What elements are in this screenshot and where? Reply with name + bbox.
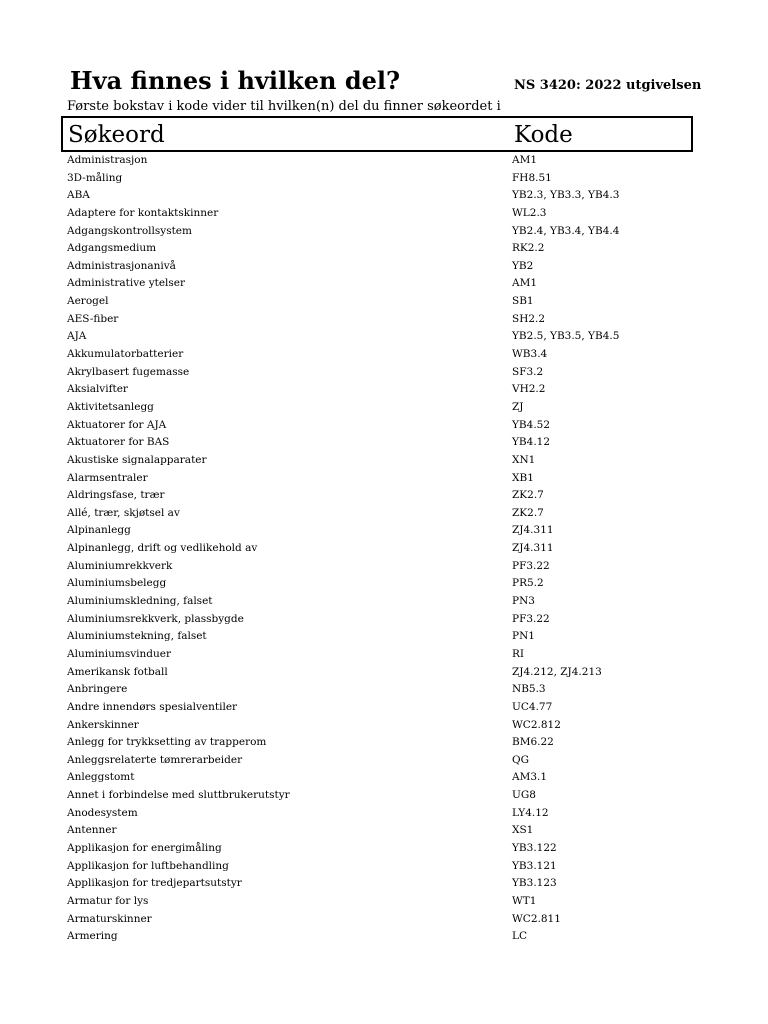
- table-row: [67, 417, 693, 435]
- row-code: WC2.811: [512, 912, 561, 925]
- row-code: WT1: [512, 894, 537, 907]
- row-code: UG8: [512, 789, 536, 802]
- row-keyword: 3D-måling: [67, 171, 123, 184]
- table-row: [67, 575, 693, 593]
- table-row: [67, 381, 693, 399]
- row-keyword: Armering: [67, 930, 118, 943]
- row-code: QG: [512, 753, 529, 766]
- row-code: YB3.121: [512, 859, 557, 872]
- row-keyword: AES-fiber: [67, 312, 119, 325]
- table-row: [67, 593, 693, 611]
- row-code: PR5.2: [512, 577, 544, 590]
- table-row: [67, 664, 693, 682]
- row-keyword: Antenner: [67, 824, 117, 837]
- row-code: YB2.5, YB3.5, YB4.5: [512, 330, 620, 343]
- row-keyword: Armaturskinner: [67, 912, 152, 925]
- table-row: [67, 540, 693, 558]
- table-row: [67, 840, 693, 858]
- row-keyword: Allé, trær, skjøtsel av: [67, 506, 180, 519]
- row-keyword: Akrylbasert fugemasse: [67, 365, 190, 378]
- row-keyword: Anleggsrelaterte tømrerarbeider: [67, 753, 243, 766]
- row-code: YB2.3, YB3.3, YB4.3: [512, 189, 620, 202]
- table-row: [67, 346, 693, 364]
- table-row: [67, 152, 693, 170]
- row-keyword: Alarmsentraler: [67, 471, 148, 484]
- row-keyword: Aerogel: [67, 295, 109, 308]
- row-code: ZJ4.311: [512, 524, 554, 537]
- row-keyword: Armatur for lys: [67, 894, 149, 907]
- row-keyword: Anbringere: [67, 683, 128, 696]
- table-row: [67, 452, 693, 470]
- row-code: XS1: [512, 824, 534, 837]
- row-code: YB2.4, YB3.4, YB4.4: [512, 224, 620, 237]
- row-keyword: Anleggstomt: [67, 771, 135, 784]
- row-code: RK2.2: [512, 242, 545, 255]
- row-keyword: Andre innendørs spesialventiler: [67, 700, 238, 713]
- keyword-table: [67, 152, 693, 946]
- table-row: [67, 364, 693, 382]
- table-row: [67, 187, 693, 205]
- row-keyword: Applikasjon for energimåling: [67, 841, 222, 854]
- row-keyword: Ankerskinner: [67, 718, 139, 731]
- table-row: [67, 328, 693, 346]
- row-code: AM1: [512, 154, 538, 166]
- row-code: NB5.3: [512, 683, 546, 696]
- table-row: [67, 805, 693, 823]
- row-keyword: Applikasjon for luftbehandling: [67, 859, 229, 872]
- row-code: ZK2.7: [512, 506, 544, 519]
- subtitle: Første bokstav i kode vider til hvilken(n) del du finner søkeordet i: [67, 99, 501, 114]
- table-row: [67, 170, 693, 188]
- row-keyword: Anodesystem: [67, 806, 138, 819]
- row-code: ZJ: [512, 400, 524, 413]
- row-keyword: Adgangskontrollsystem: [67, 224, 192, 237]
- table-row: [67, 681, 693, 699]
- table-row: [67, 628, 693, 646]
- row-keyword: Aluminiumstekning, falset: [67, 630, 207, 643]
- row-keyword: Aluminiumsbelegg: [67, 577, 167, 590]
- table-row: [67, 240, 693, 258]
- table-row: [67, 558, 693, 576]
- table-row: [67, 928, 693, 946]
- row-keyword: Adgangsmedium: [67, 242, 157, 255]
- row-keyword: Aktuatorer for AJA: [67, 418, 167, 431]
- row-keyword: Akustiske signalapparater: [67, 453, 207, 466]
- row-code: ZK2.7: [512, 489, 544, 502]
- table-row: [67, 505, 693, 523]
- table-row: [67, 611, 693, 629]
- row-keyword: Alpinanlegg, drift og vedlikehold av: [67, 542, 258, 555]
- table-row: [67, 487, 693, 505]
- row-code: YB3.122: [512, 841, 557, 854]
- row-code: XN1: [512, 453, 536, 466]
- code-column-header: Kode: [514, 122, 573, 148]
- row-code: AM1: [512, 277, 538, 290]
- table-row: [67, 699, 693, 717]
- row-code: FH8.51: [512, 171, 552, 184]
- row-keyword: Adaptere for kontaktskinner: [67, 206, 219, 219]
- table-row: [67, 911, 693, 929]
- row-code: WL2.3: [512, 206, 547, 219]
- row-code: BM6.22: [512, 736, 554, 749]
- row-code: XB1: [512, 471, 534, 484]
- row-code: PF3.22: [512, 559, 550, 572]
- row-code: ZJ4.311: [512, 542, 554, 555]
- row-code: LC: [512, 930, 528, 943]
- table-row: [67, 434, 693, 452]
- row-keyword: Aksialvifter: [67, 383, 128, 396]
- table-row: [67, 293, 693, 311]
- row-code: YB4.12: [512, 436, 551, 449]
- row-code: SH2.2: [512, 312, 546, 325]
- row-code: UC4.77: [512, 700, 553, 713]
- row-code: SF3.2: [512, 365, 544, 378]
- keyword-column-header: Søkeord: [68, 122, 165, 148]
- row-code: AM3.1: [512, 771, 548, 784]
- table-row: [67, 258, 693, 276]
- row-code: RI: [512, 647, 525, 660]
- row-keyword: Anlegg for trykksetting av trapperom: [67, 736, 267, 749]
- table-row: [67, 470, 693, 488]
- table-row: [67, 787, 693, 805]
- row-code: WB3.4: [512, 348, 548, 361]
- page-title: Hva finnes i hvilken del?: [70, 66, 401, 95]
- table-row: [67, 223, 693, 241]
- row-keyword: Aluminiumskledning, falset: [67, 595, 213, 608]
- table-row: [67, 875, 693, 893]
- row-keyword: Amerikansk fotball: [67, 665, 168, 678]
- row-keyword: Aluminiumsvinduer: [67, 647, 172, 660]
- edition-label: NS 3420: 2022 utgivelsen: [514, 78, 702, 93]
- table-row: [67, 275, 693, 293]
- table-row: [67, 205, 693, 223]
- table-row: [67, 399, 693, 417]
- table-row: [67, 822, 693, 840]
- table-row: [67, 752, 693, 770]
- row-keyword: Aluminiumrekkverk: [67, 559, 173, 572]
- row-keyword: Alpinanlegg: [67, 524, 131, 537]
- table-row: [67, 522, 693, 540]
- row-code: PF3.22: [512, 612, 550, 625]
- table-row: [67, 311, 693, 329]
- table-header: [61, 116, 693, 152]
- row-keyword: Aktuatorer for BAS: [67, 436, 170, 449]
- row-keyword: Administrative ytelser: [67, 277, 186, 290]
- table-row: [67, 717, 693, 735]
- row-keyword: Aluminiumsrekkverk, plassbygde: [67, 612, 244, 625]
- row-keyword: Applikasjon for tredjepartsutstyr: [67, 877, 242, 890]
- table-row: [67, 646, 693, 664]
- row-code: YB3.123: [512, 877, 557, 890]
- table-row: [67, 769, 693, 787]
- table-row: [67, 893, 693, 911]
- row-code: WC2.812: [512, 718, 561, 731]
- row-code: SB1: [512, 295, 534, 308]
- row-keyword: Administrasjon: [67, 154, 148, 166]
- row-keyword: AJA: [67, 330, 87, 343]
- row-keyword: Aktivitetsanlegg: [67, 400, 154, 413]
- row-keyword: ABA: [67, 189, 90, 202]
- row-code: LY4.12: [512, 806, 549, 819]
- row-code: YB4.52: [512, 418, 551, 431]
- row-code: PN3: [512, 595, 535, 608]
- row-keyword: Aldringsfase, trær: [67, 489, 165, 502]
- row-keyword: Administrasjonanivå: [67, 259, 176, 272]
- row-code: ZJ4.212, ZJ4.213: [512, 665, 602, 678]
- row-code: YB2: [512, 259, 534, 272]
- row-code: PN1: [512, 630, 535, 643]
- row-keyword: Annet i forbindelse med sluttbrukerutstyr: [67, 789, 290, 802]
- table-row: [67, 858, 693, 876]
- row-keyword: Akkumulatorbatterier: [67, 348, 184, 361]
- table-row: [67, 734, 693, 752]
- row-code: VH2.2: [512, 383, 546, 396]
